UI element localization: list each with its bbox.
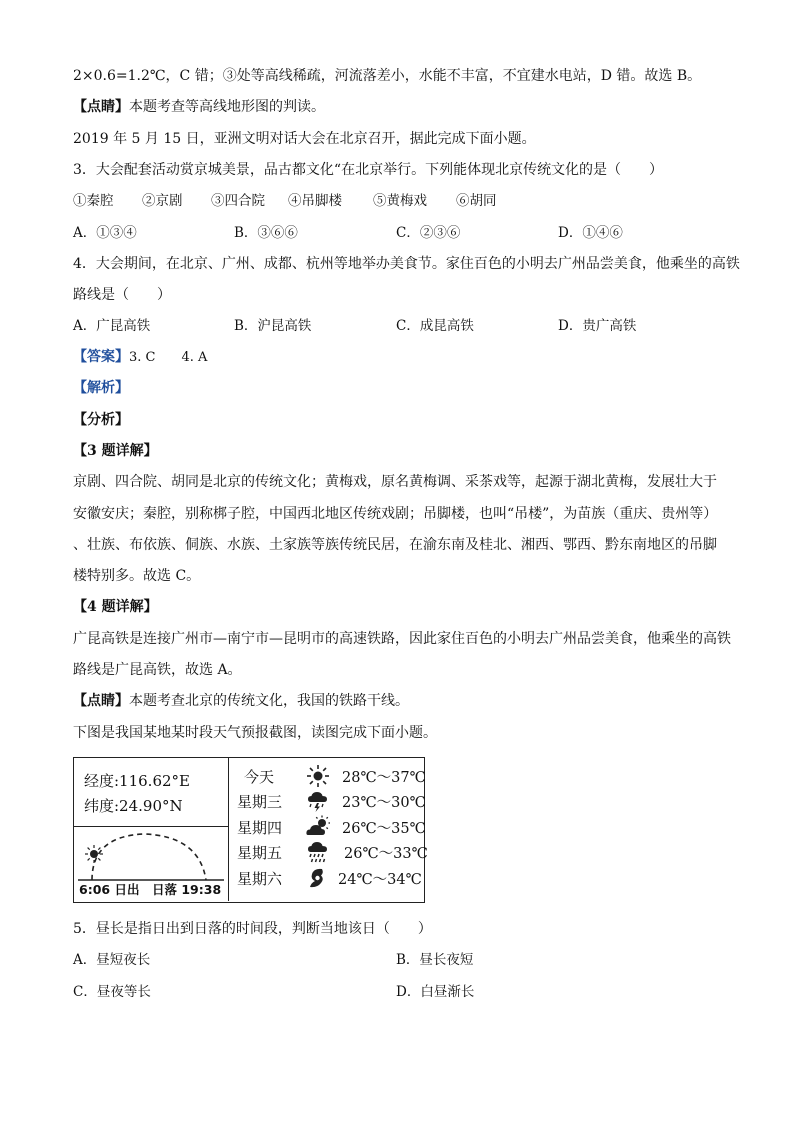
forecast-row <box>234 815 424 839</box>
detail-3-line: 、壮族、布依族、侗族、水族、土家族等族传统民居，在渝东南及桂北、湘西、鄂西、黔东南地区的吊脚 <box>73 537 717 553</box>
comment-tag: 【点睛】 <box>73 99 129 115</box>
thunderstorm-icon <box>306 789 330 813</box>
forecast-temp: 23℃～30℃ <box>342 795 426 811</box>
question-4: 4．大会期间，在北京、广州、成都、杭州等地举办美食节。家住百色的小明去广州品尝美食，他乘坐的高铁 <box>73 256 740 272</box>
comment-text: 本题考查北京的传统文化，我国的铁路干线。 <box>129 693 409 709</box>
question-5: 5．昼长是指日出到日落的时间段，判断当地该日（ ） <box>73 921 432 937</box>
sun-icon <box>85 845 103 863</box>
q4-option-a[interactable]: A．广昆高铁 <box>73 318 151 334</box>
q4-option-d[interactable]: D．贵广高铁 <box>558 318 637 334</box>
q3-option-d[interactable]: D．①④⑥ <box>558 225 623 241</box>
question-4-cont: 路线是（ ） <box>73 287 171 303</box>
detail-3-line: 京剧、四合院、胡同是北京的传统文化；黄梅戏，原名黄梅调、采茶戏等，起源于湖北黄梅，发展壮大于 <box>73 474 717 490</box>
comment-line <box>73 691 409 711</box>
analysis-tag: 【解析】 <box>73 380 129 396</box>
answer-text: 3. C 4. A <box>129 350 208 365</box>
weather-figure <box>73 757 428 903</box>
q3-item: ①秦腔 <box>73 193 114 209</box>
detail-3-line: 楼特别多。故选 C。 <box>73 568 201 584</box>
forecast-temp: 26℃～35℃ <box>342 821 426 837</box>
q3-item: ⑥胡同 <box>456 193 497 209</box>
forecast-day: 今天 <box>244 768 275 786</box>
text-line: 2019 年 5 月 15 日，亚洲文明对话大会在北京召开，据此完成下面小题。 <box>73 131 536 147</box>
detail-3-heading: 【3 题详解】 <box>73 443 158 459</box>
q3-option-b[interactable]: B．③⑥⑥ <box>234 225 298 241</box>
forecast-row <box>234 840 428 864</box>
q5-option-d[interactable]: D．白昼渐长 <box>396 984 475 1000</box>
forecast-day: 星期五 <box>237 844 283 862</box>
q3-item: ⑤黄梅戏 <box>373 193 427 209</box>
comment-text: 本题考查等高线地形图的判读。 <box>129 99 325 115</box>
q4-option-c[interactable]: C．成昆高铁 <box>396 318 474 334</box>
sunny-icon <box>306 764 330 788</box>
comment-line <box>73 97 325 117</box>
q3-item: ④吊脚楼 <box>288 193 342 209</box>
longitude-text: 经度:116.62°E <box>84 772 190 790</box>
figure-intro: 下图是我国某地某时段天气预报截图，读图完成下面小题。 <box>73 725 437 741</box>
q5-option-c[interactable]: C．昼夜等长 <box>73 984 151 1000</box>
location-panel <box>74 758 229 901</box>
forecast-day: 星期六 <box>237 870 283 888</box>
q3-item: ②京剧 <box>142 193 183 209</box>
sun-arc <box>92 834 206 880</box>
comment-tag: 【点睛】 <box>73 693 129 709</box>
detail-4-heading: 【4 题详解】 <box>73 599 158 615</box>
detail-4-line: 路线是广昆高铁，故选 A。 <box>73 662 242 678</box>
answer-tag: 【答案】 <box>73 349 129 365</box>
latitude-text: 纬度:24.90°N <box>84 797 183 815</box>
analysis-subtag: 【分析】 <box>73 412 129 428</box>
partly-cloudy-icon <box>306 815 330 839</box>
q3-item: ③四合院 <box>211 193 265 209</box>
forecast-temp: 24℃～34℃ <box>338 872 422 888</box>
detail-4-line: 广昆高铁是连接广州市—南宁市—昆明市的高速铁路，因此家住百色的小明去广州品尝美食，他乘坐的高铁 <box>73 631 731 647</box>
typhoon-icon <box>306 866 330 890</box>
forecast-temp: 28℃～37℃ <box>342 770 426 786</box>
panel-divider <box>74 826 228 827</box>
heavy-rain-icon <box>306 840 330 864</box>
sunrise-time: 6:06 日出 <box>79 882 140 897</box>
q3-option-a[interactable]: A．①③④ <box>73 225 137 241</box>
q3-option-c[interactable]: C．②③⑥ <box>396 225 461 241</box>
sunset-time: 日落 19:38 <box>152 882 222 897</box>
q5-option-a[interactable]: A．昼短夜长 <box>73 952 151 968</box>
forecast-row <box>234 764 424 788</box>
forecast-day: 星期四 <box>237 819 283 837</box>
forecast-temp: 26℃～33℃ <box>344 846 428 862</box>
answer-line <box>73 347 207 368</box>
q4-option-b[interactable]: B．沪昆高铁 <box>234 318 312 334</box>
q5-option-b[interactable]: B．昼长夜短 <box>396 952 474 968</box>
text-line: 2×0.6=1.2℃，C 错；③处等高线稀疏，河流落差小，水能不丰富，不宜建水电站，D 错。故选 B。 <box>73 68 702 84</box>
forecast-row <box>234 866 424 890</box>
question-3: 3．大会配套活动赏京城美景，品古都文化“在北京举行。下列能体现北京传统文化的是（ ） <box>73 162 664 178</box>
forecast-day: 星期三 <box>237 793 283 811</box>
forecast-row <box>234 789 424 813</box>
detail-3-line: 安徽安庆；秦腔，别称梆子腔，中国西北地区传统戏剧；吊脚楼，也叫“吊楼”，为苗族（重庆、贵州等） <box>73 506 718 522</box>
sun-path-diagram <box>74 828 228 884</box>
